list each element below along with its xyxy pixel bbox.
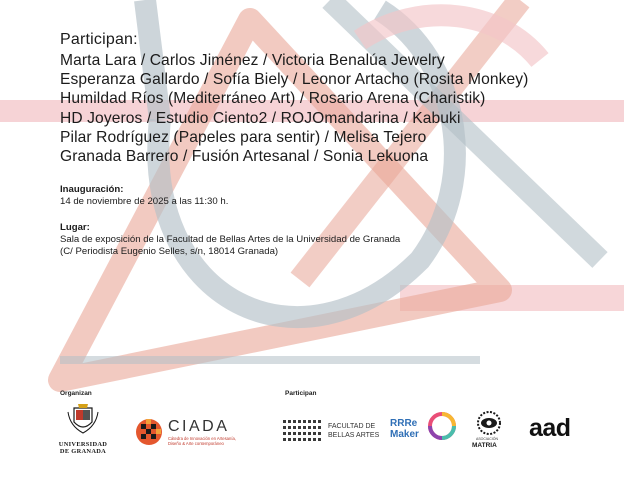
facultad-bellas-artes-logo [283,420,383,444]
inauguration-block [60,184,228,208]
ciada-name: CIADA [168,418,230,435]
venue-label: Lugar: [60,222,90,233]
participants-heading: Participan: [60,31,138,48]
participants-label: Participan [285,390,317,397]
inauguration-label: Inauguración: [60,184,124,195]
ugr-line-1: UNIVERSIDAD [58,441,108,448]
aad-logo: aad [529,414,571,442]
facultad-line-2: BELLAS ARTES [328,432,380,439]
ciada-symbol-icon [135,418,163,446]
participant-line: Marta Lara / Carlos Jiménez / Victoria Benalúa Jewelry [60,52,445,69]
organizers-label: Organizan [60,390,92,397]
matria-eye-icon [474,410,504,436]
participants-block [60,30,600,166]
facultad-grid-icon [283,420,323,442]
rrremaker-ring-icon [426,410,458,442]
matria-line-2: MATRIA [472,442,497,449]
facultad-line-1: FACULTAD DE [328,423,376,430]
inauguration-date: 14 de noviembre de 2025 a las 11:30 h. [60,196,229,207]
participant-line: Humildad Ríos (Mediterráneo Art) / Rosario Arena (Charistik) [60,90,486,108]
rrremaker-line-1: RRRe [390,418,418,429]
participants-list [60,51,600,166]
participant-line: Esperanza Gallardo / Sofía Biely / Leonor Artacho (Rosita Monkey) [60,71,529,89]
ciada-sub-1: Cátedra de Innovación en Artesanía, [168,436,236,441]
venue-line-1: Sala de exposición de la Facultad de Bellas Artes de la Universidad de Granada [60,234,401,245]
asociacion-matria-logo [470,410,510,450]
ugr-line-2: DE GRANADA [59,448,107,455]
participant-line: Granada Barrero / Fusión Artesanal / Sonia Lekuona [60,148,429,166]
ugr-logo [52,402,114,455]
matria-line-1: ASOCIACIÓN [476,437,498,441]
ciada-sub-2: Diseño & Arte contemporáneo [168,441,224,446]
rrremaker-logo [388,410,460,450]
participant-line: HD Joyeros / Estudio Ciento2 / ROJOmandarina / Kabuki [60,109,461,127]
venue-block [60,222,400,258]
venue-line-2: (C/ Periodista Eugenio Selles, s/n, 18014 Granada) [60,246,279,257]
ugr-crest-icon [52,402,114,436]
rrremaker-line-2: Maker [390,429,419,440]
participant-line: Pilar Rodríguez (Papeles para sentir) / Melisa Tejero [60,128,427,146]
ciada-logo [135,418,245,448]
